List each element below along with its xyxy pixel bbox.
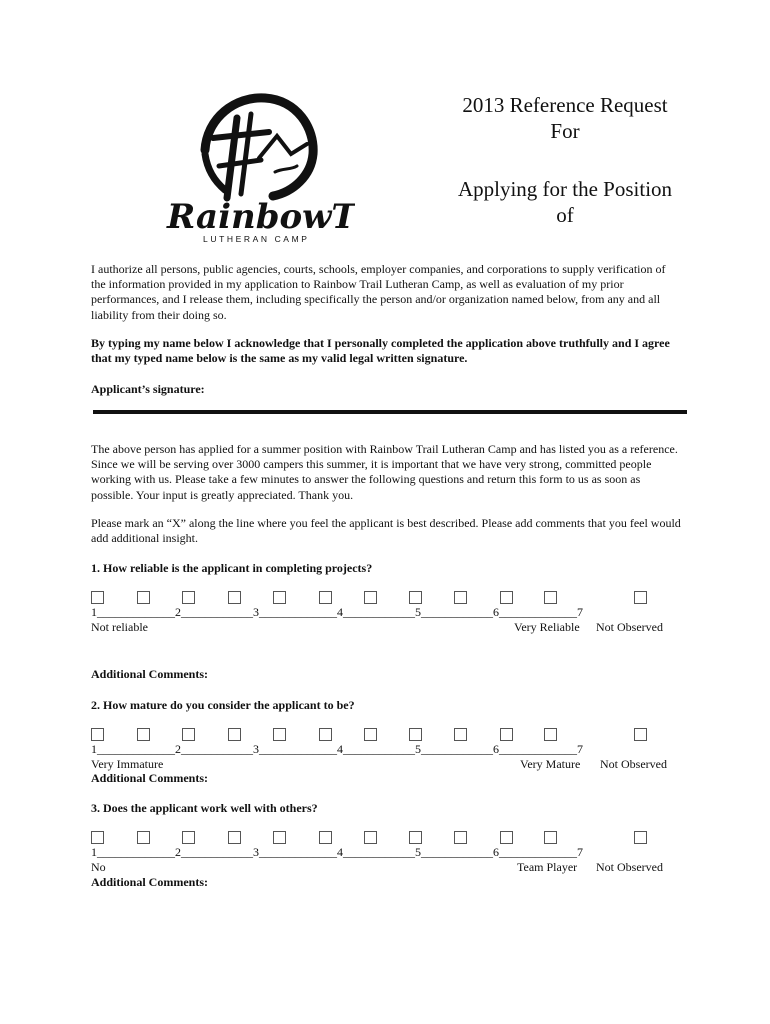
scale-low-label: Not reliable [91, 620, 148, 634]
question-2: 2. How mature do you consider the applicant to be? [91, 698, 355, 712]
additional-comments-label: Additional Comments: [91, 771, 209, 785]
rating-checkbox-3[interactable] [319, 831, 332, 844]
rating-scale-numbers: 1_____________2____________3_____________4____________5____________6_____________7 [91, 742, 583, 756]
rating-checkbox-7[interactable] [634, 591, 647, 604]
rating-checkbox-2[interactable] [182, 831, 195, 844]
scale-high-label: Team Player [517, 860, 578, 874]
rating-checkbox-6[interactable] [544, 591, 557, 604]
rating-checkbox-5[interactable] [500, 831, 513, 844]
rainbow-trail-logo [165, 88, 355, 248]
rating-scale-3 [91, 831, 691, 875]
rating-checkbox-3[interactable] [273, 831, 286, 844]
rating-checkbox-7[interactable] [634, 728, 647, 741]
scale-low-label: Very Immature [91, 757, 164, 771]
title-block [440, 92, 690, 228]
form-title-for: For [550, 119, 580, 143]
rating-checkbox-4[interactable] [409, 728, 422, 741]
rating-checkbox-2[interactable] [228, 728, 241, 741]
rating-checkbox-4[interactable] [364, 831, 377, 844]
rating-checkbox-1[interactable] [91, 591, 104, 604]
rating-checkbox-5[interactable] [454, 728, 467, 741]
additional-comments-label: Additional Comments: [91, 875, 209, 889]
rating-checkbox-5[interactable] [500, 728, 513, 741]
rating-checkbox-5[interactable] [454, 591, 467, 604]
rating-checkbox-6[interactable] [544, 831, 557, 844]
rating-scale-numbers: 1_____________2____________3_____________4____________5____________6_____________7 [91, 845, 583, 859]
rating-checkbox-6[interactable] [544, 728, 557, 741]
authorization-paragraph: I authorize all persons, public agencies, courts, schools, employer companies, and corporations to supply verification of the information provided in my application to Rainbow Trail Lutheran Camp, as well as evaluation of my prior performances, and I release them, including specifically the person and/or organization named below, from any and all liability from their doing so. [91, 262, 666, 322]
scale-not-observed-label: Not Observed [596, 620, 663, 634]
rating-checkbox-2[interactable] [228, 591, 241, 604]
position-heading: Applying for the Position [457, 177, 673, 201]
additional-comments-label: Additional Comments: [91, 667, 209, 681]
scale-high-label: Very Mature [520, 757, 581, 771]
rating-checkbox-1[interactable] [91, 728, 104, 741]
position-of: of [556, 203, 574, 227]
rating-checkbox-1[interactable] [137, 591, 150, 604]
rating-checkbox-2[interactable] [182, 591, 195, 604]
rating-checkbox-5[interactable] [500, 591, 513, 604]
scale-not-observed-label: Not Observed [596, 860, 663, 874]
rating-checkbox-3[interactable] [319, 591, 332, 604]
rating-checkbox-1[interactable] [91, 831, 104, 844]
form-title: 2013 Reference Request [462, 93, 668, 117]
rating-checkbox-1[interactable] [137, 831, 150, 844]
scale-not-observed-label: Not Observed [600, 757, 667, 771]
rating-checkbox-4[interactable] [409, 831, 422, 844]
rating-scale-numbers: 1_____________2____________3_____________4____________5____________6_____________7 [91, 605, 583, 619]
logo-subtext: LUTHERAN CAMP [203, 234, 310, 244]
acknowledgement-paragraph: By typing my name below I acknowledge that I personally completed the application above truthfully and I agree that my typed name below is the same as my valid legal written signature. [91, 336, 670, 366]
rating-checkbox-7[interactable] [634, 831, 647, 844]
logo-wordmark: RainbowT [167, 197, 355, 237]
rating-checkbox-2[interactable] [228, 831, 241, 844]
rating-checkbox-4[interactable] [409, 591, 422, 604]
intro-paragraph: The above person has applied for a summer position with Rainbow Trail Lutheran Camp and has listed you as a reference. Since we will be serving over 3000 campers this summer, it is important that we have very strong, committed people working with us. Please take a few minutes to answer the following questions and return this form to us as soon as possible. Your input is greatly appreciated. Thank you. [91, 442, 678, 502]
question-1: 1. How reliable is the applicant in completing projects? [91, 561, 373, 575]
scale-low-label: No [91, 860, 106, 874]
rating-checkbox-4[interactable] [364, 591, 377, 604]
scale-high-label: Very Reliable [514, 620, 580, 634]
rating-checkbox-3[interactable] [273, 591, 286, 604]
rating-checkbox-4[interactable] [364, 728, 377, 741]
rating-checkbox-1[interactable] [137, 728, 150, 741]
rating-scale-2 [91, 728, 691, 772]
instructions-paragraph: Please mark an “X” along the line where you feel the applicant is best described. Please add comments that you feel would add additional insight. [91, 516, 681, 546]
signature-line[interactable] [93, 410, 687, 414]
rating-checkbox-2[interactable] [182, 728, 195, 741]
rating-scale-1 [91, 591, 691, 635]
question-3: 3. Does the applicant work well with others? [91, 801, 318, 815]
signature-label: Applicant’s signature: [91, 382, 205, 396]
rating-checkbox-3[interactable] [273, 728, 286, 741]
rating-checkbox-5[interactable] [454, 831, 467, 844]
rating-checkbox-3[interactable] [319, 728, 332, 741]
